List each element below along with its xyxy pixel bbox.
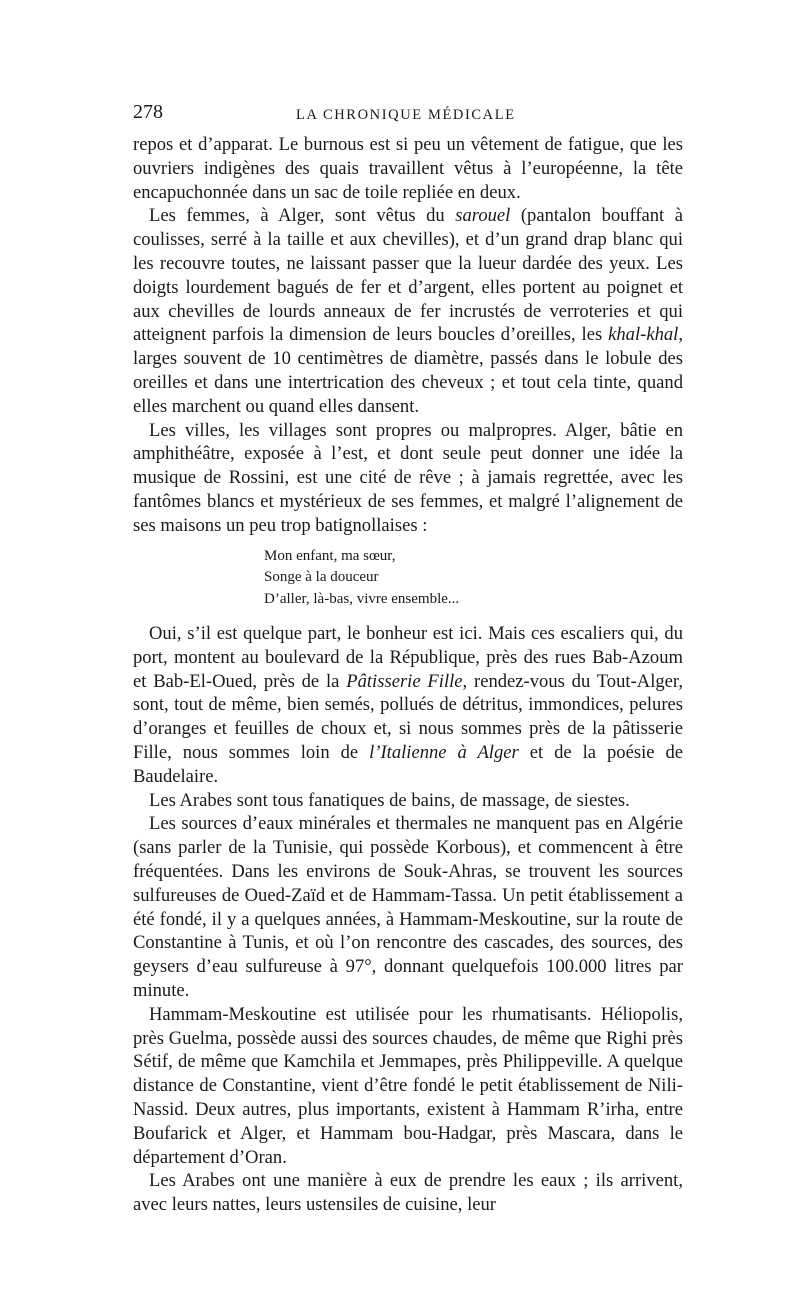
verse-line-1: Mon enfant, ma sœur,: [264, 547, 396, 564]
page-number: 278: [133, 101, 163, 123]
page-header: [133, 95, 683, 135]
page-body: [133, 133, 683, 1217]
term-patisserie-fille: Pâtisserie Fille: [346, 670, 463, 692]
paragraph-4-text-a: Oui, s’il est quelque part, le bonheur est ici. Mais ces escaliers qui, du port, montent au boulevard de la République, près des rues Bab-Azoum et Bab-El-Oued, près de la: [133, 623, 683, 692]
paragraph-2-text-a: Les femmes, à Alger, sont vêtus du: [149, 205, 456, 227]
term-italienne-a-alger: l’Italienne à Alger: [369, 742, 519, 764]
term-sarouel: sarouel: [455, 205, 511, 227]
paragraph-2: [133, 204, 683, 418]
verse-line-2: Songe à la douceur: [264, 569, 379, 586]
paragraph-1: repos et d’apparat. Le burnous est si peu un vêtement de fatigue, que les ouvriers indigènes des quais travaillent vêtus à l’européenne, la tête encapuchonnée dans un sac de toile repliée en deux.: [133, 134, 683, 203]
paragraph-3: Les villes, les villages sont propres ou malpropres. Alger, bâtie en amphithéâtre, exposée à l’est, et dont seule peut donner une idée la musique de Rossini, est une cité de rêve ; à jamais regrettée, avec les fantômes blancs et mystérieux de ses femmes, et malgré l’alignement de ses maisons un peu trop batignollaises :: [133, 419, 683, 536]
verse-line-3: D’aller, là-bas, vivre ensemble...: [264, 590, 460, 607]
paragraph-2-text-e: , larges souvent de 10 centimètres de diamètre, passés dans le lobule des oreilles et dans une intertrication des cheveux ; et tout cela tinte, quand elles marchent ou quand elles dansent.: [133, 324, 683, 417]
verse-quote: [264, 546, 683, 611]
paragraph-2-text-c: (pantalon bouffant à coulisses, serré à la taille et aux chevilles), et d’un grand drap blanc qui les recouvre toutes, ne laissant passer que la lueur dardée des yeux. Les doigts lourdement bagués de fer et d’argent, elles portent au poignet et aux chevilles de lourds anneaux de fer incrustés de verroteries et qui atteignent parfois la dimension de leurs boucles d’oreilles, les: [133, 205, 683, 346]
paragraph-6: Les sources d’eaux minérales et thermales ne manquent pas en Algérie (sans parler de la Tunisie, qui possède Korbous), et commencent à être fréquentées. Dans les environs de Souk-Ahras, se trouvent les sources sulfureuses de Oued-Zaïd et de Hammam-Tassa. Un petit établissement a été fondé, il y a quelques années, à Hammam-Meskoutine, sur la route de Constantine à Tunis, et où l’on rencontre des cascades, des sources, des geysers d’eau sulfureuse à 97°, donnant quelquefois 100.000 litres par minute.: [133, 813, 683, 1001]
paragraph-4: [133, 622, 683, 789]
paragraph-7: Hammam-Meskoutine est utilisée pour les rhumatisants. Héliopolis, près Guelma, possède aussi des sources chaudes, de même que Righi près Sétif, de même que Kamchila et Jemmapes, près Philippeville. A quelque distance de Constantine, vient d’être fondé le petit établissement de Nili-Nassid. Deux autres, plus importants, existent à Hammam R’irha, entre Boufarick et Alger, et Hammam bou-Hadgar, près Mascara, dans le département d’Oran.: [133, 1003, 683, 1168]
term-khal-khal: khal-khal: [608, 324, 679, 346]
paragraph-8: Les Arabes ont une manière à eux de prendre les eaux ; ils arrivent, avec leurs nattes, leurs ustensiles de cuisine, leur: [133, 1170, 683, 1216]
running-title: LA CHRONIQUE MÉDICALE: [296, 107, 516, 123]
paragraph-5: Les Arabes sont tous fanatiques de bains, de massage, de siestes.: [149, 789, 630, 811]
paragraph-4-text-e: et de la poésie de Baudelaire.: [133, 742, 683, 787]
paragraph-4-text-c: , rendez-vous du Tout-Alger, sont, tout de même, bien semés, pollués de détritus, immondices, pelures d’oranges et feuilles de choux et, si nous sommes près de la pâtisserie Fille, nous sommes loin de: [133, 670, 684, 764]
